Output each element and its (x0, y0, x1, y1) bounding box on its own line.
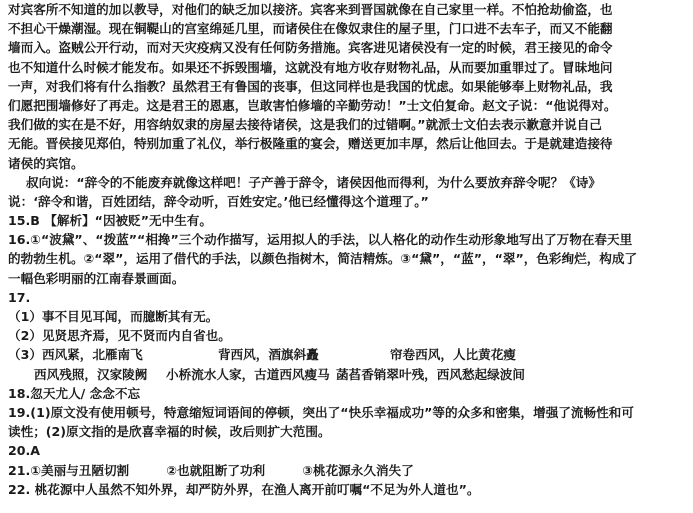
answer-21-item: ①美丽与丑陋切割 (30, 462, 130, 478)
answer-22: 22. 桃花源中人虽然不知外界，却严防外界，在渔人离开前叮嘱“不足为外人道也”。 (8, 481, 480, 497)
answer-20: 20.A (8, 443, 41, 459)
answer-19 (8, 403, 689, 441)
answer-18: 18.忽天尤人/ 念念不忘 (8, 385, 141, 401)
verse-item: 菡萏香销翠叶残，西风愁起绿波间 (336, 366, 525, 382)
text-line: 也不知道什么时候才能发布。如果还不拆毁围墙，这就没有地方收存财物礼品，从而要加重罪过了。冒昧地问 (8, 59, 613, 75)
text-line: 说：‘辞令和谐，百姓团结，辞令动听，百姓安定。’他已经懂得这个道理了。” (8, 193, 429, 209)
text-line: 不担心干燥潮湿。现在铜鞮山的宫室绵延几里，而诸侯住在像奴隶住的屋子里，门口进不去车子，而又不能翻 (8, 21, 613, 37)
answer-17-part-1: （1）事不目见耳闻，而臆断其有无。 (8, 309, 219, 324)
text-line: 16.①“波黛”、“拨蓝”“相搀”三个动作描写，运用拟人的手法，以人格化的动作生动形象地写出了万物在春天里 (8, 232, 633, 248)
answer-21 (8, 461, 689, 480)
answer-17-part-3-row-2 (8, 365, 689, 384)
text-line: 对宾客所不知道的加以教导，对他们的缺乏加以接济。宾客来到晋国就像在自己家里一样。不怕抢劫偷盗，也 (8, 2, 613, 17)
answer-16 (8, 230, 689, 288)
text-line: 我们做的实在是不好，用容纳奴隶的房屋去接待诸侯，这是我们的过错啊。”就派士文伯去表示歉意并说自己 (8, 117, 602, 133)
answer-21-number: 21. (8, 462, 31, 478)
text-line: 们愿把围墙修好了再走。这是君王的恩惠，岂敢害怕修墙的辛勤劳动！”士文伯复命。赵文子说：“他说得对。 (8, 97, 617, 113)
verse-item: 西风残照，汉家陵阙 (34, 366, 148, 382)
text-line: 读性；(2)原文指的是欣喜幸福的时候，改后则扩大范围。 (8, 424, 331, 440)
text-line: 的勃勃生机。②“翠”，运用了借代的手法，以颜色指树木，简洁精炼。③“黛”，“蓝”，“翠”，色彩绚烂，构成了 (8, 251, 638, 267)
verse-item: 西风紧，北雁南飞 (41, 347, 143, 363)
part-3-label: （3） (8, 347, 42, 363)
translation-paragraph-2 (8, 173, 689, 211)
verse-item: 帘卷西风，人比黄花瘦 (389, 347, 516, 363)
verse-item: 小桥流水人家，古道西风瘦马 (166, 366, 330, 382)
text-line: 19.(1)原文没有使用顿号，特意缩短词语间的停顿，突出了“快乐幸福成功”等的众多和密集，增强了流畅性和可 (8, 404, 634, 420)
verse-item: 背西风，酒旗斜矗 (217, 347, 319, 363)
text-line: 叔向说：“辞令的不能废弃就像这样吧！子产善于辞令，诸侯因他而得利，为什么要放弃辞令呢？《诗》 (26, 174, 601, 190)
text-line: 一幅色彩明丽的江南春景画面。 (8, 270, 185, 286)
answer-17-part-2: （2）见贤思齐焉，见不贤而内自省也。 (8, 328, 231, 344)
text-line: 一声，对我们将有什么指教？虽然君王有鲁国的丧事，但这同样也是我国的忧虑。如果能够奉上财物礼品，我 (8, 78, 613, 94)
text-line: 诸侯的宾馆。 (8, 155, 84, 171)
answer-17-number: 17. (8, 289, 31, 305)
answer-21-item: ②也就阻断了功利 (166, 462, 266, 478)
text-line: 墙而入。盗贼公开行动，而对天灾疫病又没有任何防务措施。宾客进见诸侯没有一定的时候，君王接见的命令 (8, 40, 613, 56)
text-line: 无能。晋侯接见郑伯，特别加重了礼仪，举行极隆重的宴会，赠送更加丰厚，然后让他回去。于是就建造接待 (8, 136, 613, 152)
answer-15: 15.B 【解析】“因被贬”无中生有。 (8, 213, 212, 229)
answer-17 (8, 288, 689, 384)
translation-paragraph (8, 0, 689, 173)
answer-17-part-3 (8, 345, 689, 364)
answer-21-item: ③桃花源永久消失了 (302, 462, 414, 478)
